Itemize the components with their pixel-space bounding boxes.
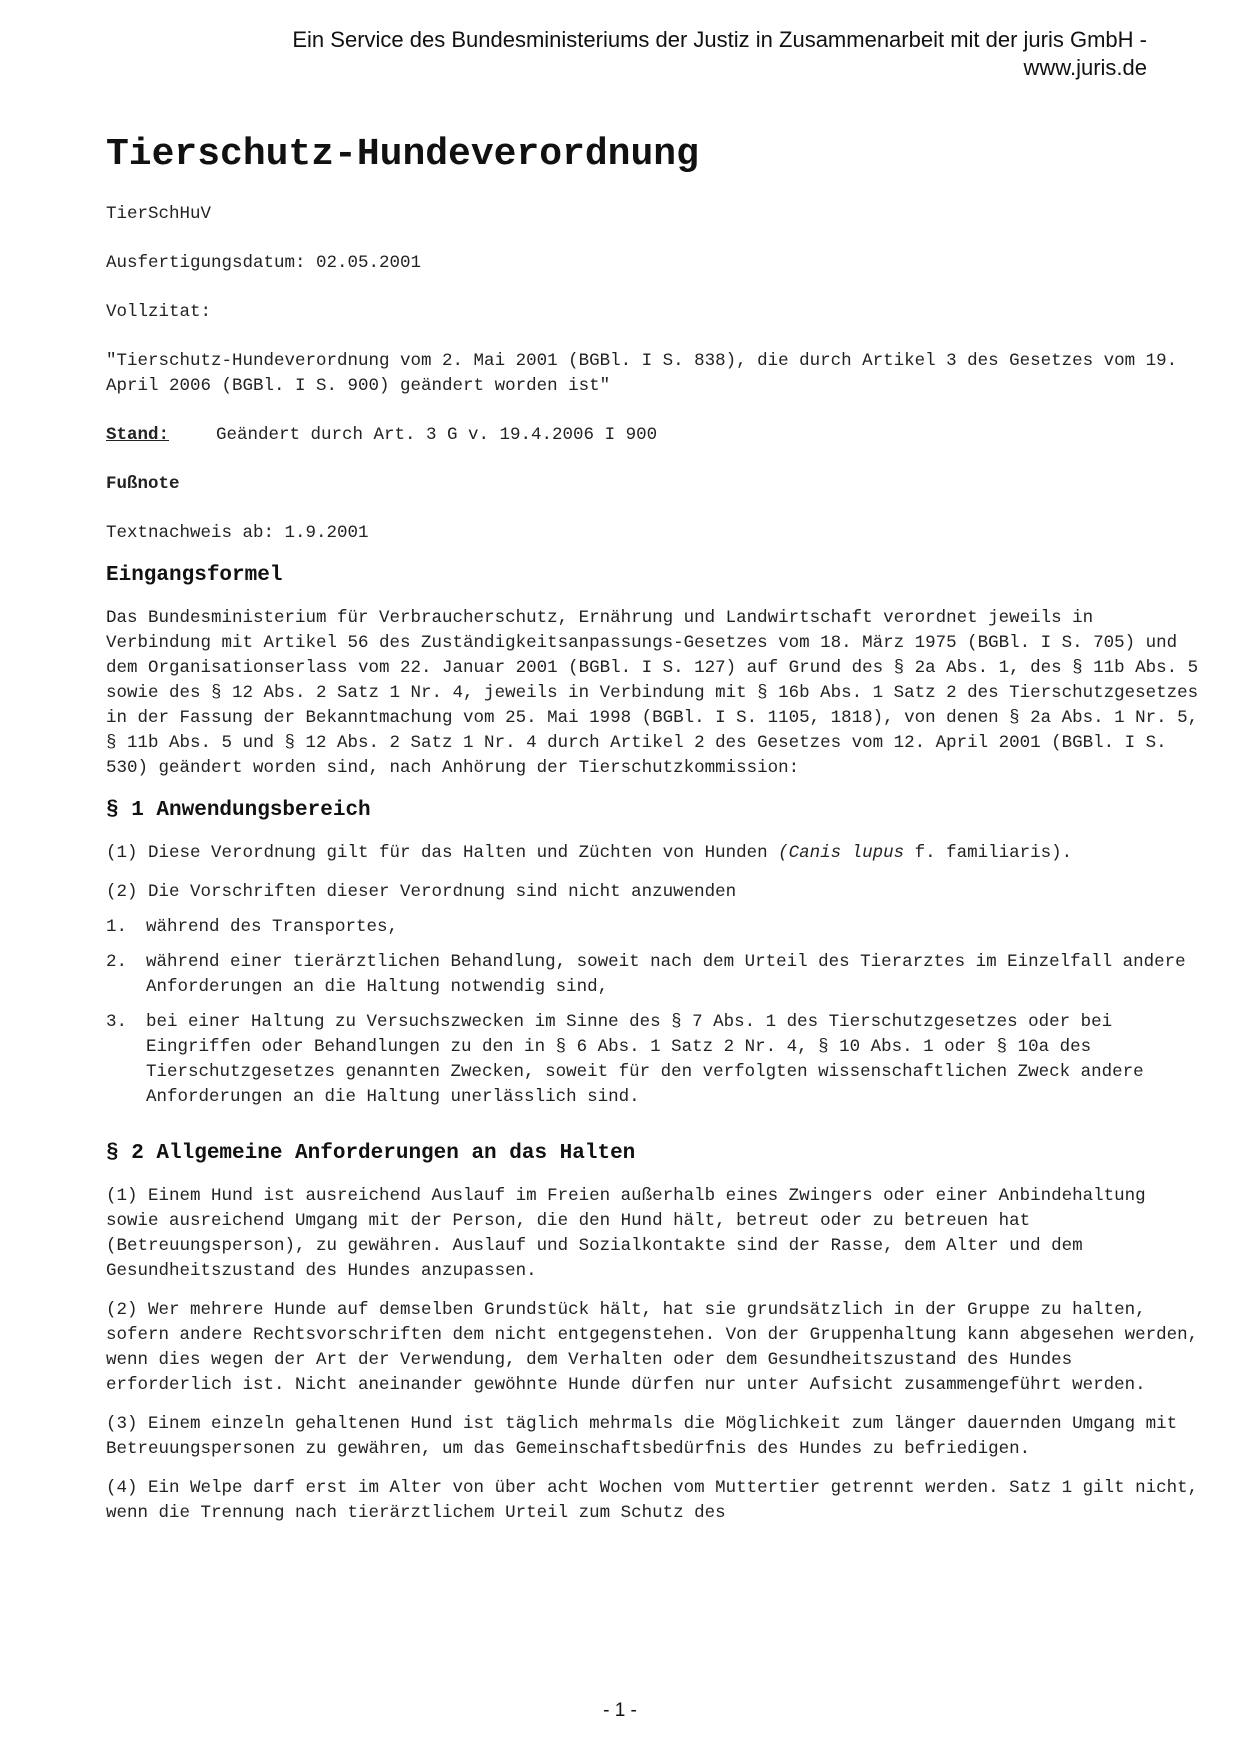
abbreviation: TierSchHuV: [106, 204, 212, 224]
full-citation-label: Vollzitat:: [106, 302, 212, 322]
section-2-paragraph-4: (4) Ein Welpe darf erst im Alter von über acht Wochen vom Muttertier getrennt werden. Satz 1 gilt nicht, wenn die Trennung nach tierärztlichem Urteil zum Schutz des: [106, 1478, 1199, 1523]
list-item: [106, 950, 1206, 1000]
section-2-paragraph-1: (1) Einem Hund ist ausreichend Auslauf im Freien außerhalb eines Zwingers oder einer Anbindehaltung sowie ausreichend Umgang mit der Person, die den Hund hält, betreut oder zu betreuen hat (Betreuungsperson), zu gewähren. Auslauf und Sozialkontakte sind der Rasse, dem Alter und dem Gesundheitszustand des Hundes anzupassen.: [106, 1186, 1146, 1281]
list-item-text: während einer tierärztlichen Behandlung, soweit nach dem Urteil des Tierarztes im Einzelfall andere Anforderungen an die Haltung notwendig sind,: [146, 952, 1186, 997]
stand-line: [106, 423, 1206, 448]
list-item-text: während des Transportes,: [146, 917, 399, 937]
document-title: Tierschutz-Hundeverordnung: [106, 133, 699, 176]
list-item: [106, 915, 1206, 940]
list-item-number: 1.: [106, 917, 128, 937]
header-service-line: Ein Service des Bundesministeriums der Justiz in Zusammenarbeit mit der juris GmbH -: [292, 27, 1147, 52]
issue-date: Ausfertigungsdatum: 02.05.2001: [106, 253, 422, 273]
section-1-heading: § 1 Anwendungsbereich: [106, 799, 371, 822]
section-2-heading: § 2 Allgemeine Anforderungen an das Halten: [106, 1142, 636, 1165]
section-1-paragraph-1: [106, 841, 1206, 866]
text-reference: Textnachweis ab: 1.9.2001: [106, 523, 369, 543]
section-1-paragraph-2: (2) Die Vorschriften dieser Verordnung sind nicht anzuwenden: [106, 882, 737, 902]
section-2-paragraph-3: (3) Einem einzeln gehaltenen Hund ist täglich mehrmals die Möglichkeit zum länger dauernden Umgang mit Betreuungspersonen zu gewähren, um das Gemeinschaftsbedürfnis des Hundes zu befriedigen.: [106, 1414, 1178, 1459]
footnote-label: Fußnote: [106, 474, 180, 494]
stand-label: Stand:: [106, 425, 170, 445]
list-item-text: bei einer Haltung zu Versuchszwecken im Sinne des § 7 Abs. 1 des Tierschutzgesetzes oder bei Eingriffen oder Behandlungen zu den in § 6 Abs. 1 Satz 2 Nr. 4, § 10 Abs. 1 oder § 10a des Tierschutzgesetzes genannten Zwecken, soweit für den verfolgten wissenschaftlichen Zweck andere Anforderungen an die Haltung unerlässlich sind.: [146, 1012, 1144, 1107]
stand-text: Geändert durch Art. 3 G v. 19.4.2006 I 900: [216, 425, 658, 445]
section-1-p1-text-end: f. familiaris).: [904, 843, 1073, 863]
section-1-p1-text: (1) Diese Verordnung gilt für das Halten und Züchten von Hunden: [106, 843, 779, 863]
page-number: - 1 -: [603, 1700, 637, 1721]
list-item-number: 3.: [106, 1012, 128, 1032]
document-content: [106, 132, 1206, 1540]
preamble-text: Das Bundesministerium für Verbraucherschutz, Ernährung und Landwirtschaft verordnet jeweils in Verbindung mit Artikel 56 des Zuständigkeitsanpassungs-Gesetzes vom 18. März 1975 (BGBl. I S. 705) und dem Organisationserlass vom 22. Januar 2001 (BGBl. I S. 127) auf Grund des § 2a Abs. 1, des § 11b Abs. 5 sowie des § 12 Abs. 2 Satz 1 Nr. 4, jeweils in Verbindung mit § 16b Abs. 1 Satz 2 des Tierschutzgesetzes in der Fassung der Bekanntmachung vom 25. Mai 1998 (BGBl. I S. 1105, 1818), von denen § 2a Abs. 1 Nr. 5, § 11b Abs. 5 und § 12 Abs. 2 Satz 1 Nr. 4 durch Artikel 2 des Gesetzes vom 12. April 2001 (BGBl. I S. 530) geändert worden sind, nach Anhörung der Tierschutzkommission:: [106, 608, 1199, 778]
full-citation: "Tierschutz-Hundeverordnung vom 2. Mai 2001 (BGBl. I S. 838), die durch Artikel 3 des Gesetzes vom 19. April 2006 (BGBl. I S. 900) geändert worden ist": [106, 351, 1178, 396]
header-website-link[interactable]: www.juris.de: [1023, 55, 1147, 80]
section-1-list: [106, 915, 1206, 1110]
preamble-heading: Eingangsformel: [106, 564, 283, 587]
list-item-number: 2.: [106, 952, 128, 972]
section-2-paragraph-2: (2) Wer mehrere Hunde auf demselben Grundstück hält, hat sie grundsätzlich in der Gruppe zu halten, sofern andere Rechtsvorschriften dem nicht entgegenstehen. Von der Gruppenhaltung kann abgesehen werden, wenn dies wegen der Art der Verwendung, dem Verhalten oder dem Gesundheitszustand des Hundes erforderlich ist. Nicht aneinander gewöhnte Hunde dürfen nur unter Aufsicht zusammengeführt werden.: [106, 1300, 1199, 1395]
list-item: [106, 1010, 1206, 1110]
page-header: [147, 26, 1147, 82]
section-1-p1-latin: (Canis lupus: [778, 843, 905, 863]
